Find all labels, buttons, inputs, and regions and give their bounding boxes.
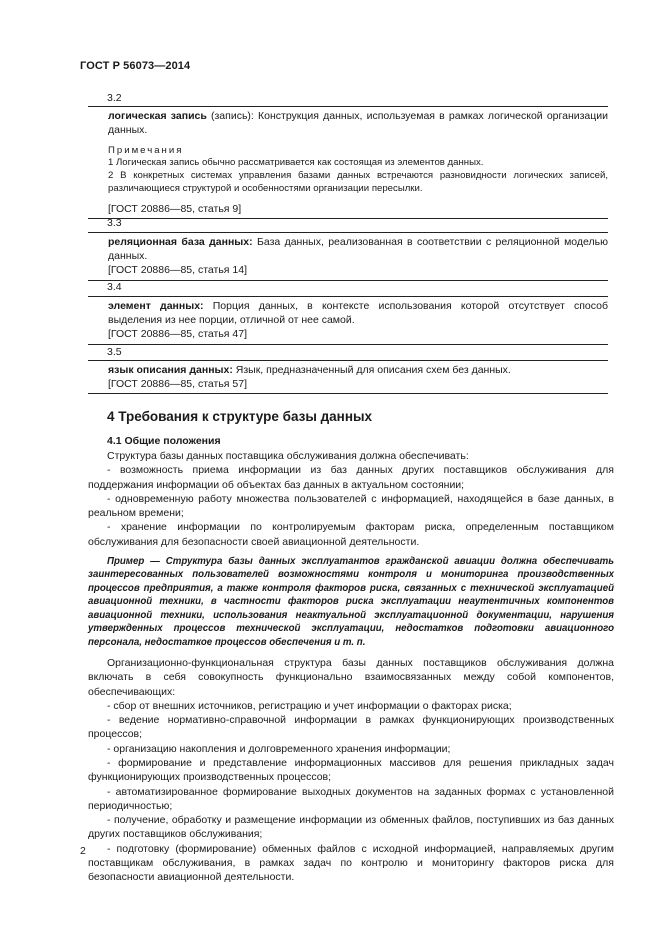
entry-number: 3.5 xyxy=(107,346,122,358)
list-item: - возможность приема информации из баз данных других поставщиков обслуживания для поддержания информации об объектах баз данных в актуальном состоянии; xyxy=(88,464,614,491)
list-item: - организацию накопления и долговременного хранения информации; xyxy=(107,742,451,755)
source-reference: [ГОСТ 20886—85, статья 9] xyxy=(108,202,242,215)
list-item: - получение, обработку и размещение информации из обменных файлов, поступивших из баз данных других поставщиков обслуживания; xyxy=(88,814,614,841)
section-heading: 4 Требования к структуре базы данных xyxy=(107,409,373,424)
list-item: - подготовку (формирование) обменных файлов с исходной информацией, направляемых другим поставщикам обслуживания, в рамках задач по контролю и мониторингу факторов риска для безопасности авиационной деятельности. xyxy=(88,842,614,884)
source-reference: [ГОСТ 20886—85, статья 47] xyxy=(108,328,247,341)
definition-text xyxy=(108,299,608,327)
list-item: - формирование и представление информационных массивов для решения прикладных задач функционирующих производственных процессов; xyxy=(88,757,614,784)
paragraph: Структура базы данных поставщика обслуживания должна обеспечивать: xyxy=(107,450,469,462)
notes-title: Примечания xyxy=(108,145,184,157)
definition-box xyxy=(88,360,608,394)
term: реляционная база данных: xyxy=(108,236,253,248)
definition-text xyxy=(108,109,608,137)
definition-text xyxy=(108,363,608,377)
list-item: - сбор от внешних источников, регистрацию и учет информации о факторах риска; xyxy=(107,699,512,712)
note: 1 Логическая запись обычно рассматривается как состоящая из элементов данных. xyxy=(108,157,484,169)
definition: База данных, реализованная в соответствии с реляционной моделью данных. xyxy=(108,236,608,263)
term: логическая запись xyxy=(108,110,207,122)
list-item: - автоматизированное формирование выходных документов на заданных формах с установленной периодичностью; xyxy=(88,785,614,812)
entry-number: 3.3 xyxy=(107,217,122,229)
definition-box xyxy=(88,232,608,281)
term: элемент данных: xyxy=(108,300,204,312)
definition: Язык, предназначенный для описания схем без данных. xyxy=(232,364,511,376)
source-reference: [ГОСТ 20886—85, статья 57] xyxy=(108,378,247,391)
subsection-heading: 4.1 Общие положения xyxy=(107,435,221,447)
entry-number: 3.4 xyxy=(107,281,122,293)
term: язык описания данных: xyxy=(108,364,233,376)
note: 2 В конкретных системах управления базами данных встречаются разновидности логических записей, различающиеся структурой и особенностями организации пересылки. xyxy=(108,170,608,194)
definition-box xyxy=(88,106,608,219)
source-reference: [ГОСТ 20886—85, статья 14] xyxy=(108,264,247,277)
paragraph: Организационно-функциональная структура базы данных поставщиков обслуживания должна включать в себя совокупность функционально взаимосвязанных между собой компонентов, обеспечивающих: xyxy=(88,656,614,698)
document-header: ГОСТ Р 56073—2014 xyxy=(80,60,191,72)
list-item: - одновременную работу множества пользователей с информацией, находящейся в базе данных, в реальном времени; xyxy=(88,492,614,520)
definition-box xyxy=(88,296,608,345)
page-number: 2 xyxy=(80,845,86,857)
list-item: - хранение информации по контролируемым факторам риска, определенным поставщиком обслуживания для безопасности своей авиационной деятельности. xyxy=(88,521,614,548)
definition: (запись): Конструкция данных, используемая в рамках логической организации данных. xyxy=(108,110,609,137)
example-paragraph: Пример — Структура базы данных эксплуатантов гражданской авиации должна обеспечивать заинтересованных пользователей возможностями контроля и мониторинга производственных процессов предприятия, а также контроля факторов риска, связанных с технической эксплуатацией авиационной техники, в частности факторов риска эксплуатации неаутентичных компонентов авиационной техники, использования неактуальной эксплуатационной документации, нарушения утвержденных процессов технической эксплуатации, недостатков подготовки авиационного персонала, недостаткое процессов обеспечения и т. п. xyxy=(88,556,614,648)
list-item: - ведение нормативно-справочной информации в рамках функционирующих производственных процессов; xyxy=(88,714,614,741)
definition: Порция данных, в контексте использования которой отсутствует способ выделения из нее порции, отличной от нее самой. xyxy=(108,300,608,327)
section-body xyxy=(88,449,614,885)
entry-number: 3.2 xyxy=(107,92,122,104)
definition-text xyxy=(108,235,608,263)
